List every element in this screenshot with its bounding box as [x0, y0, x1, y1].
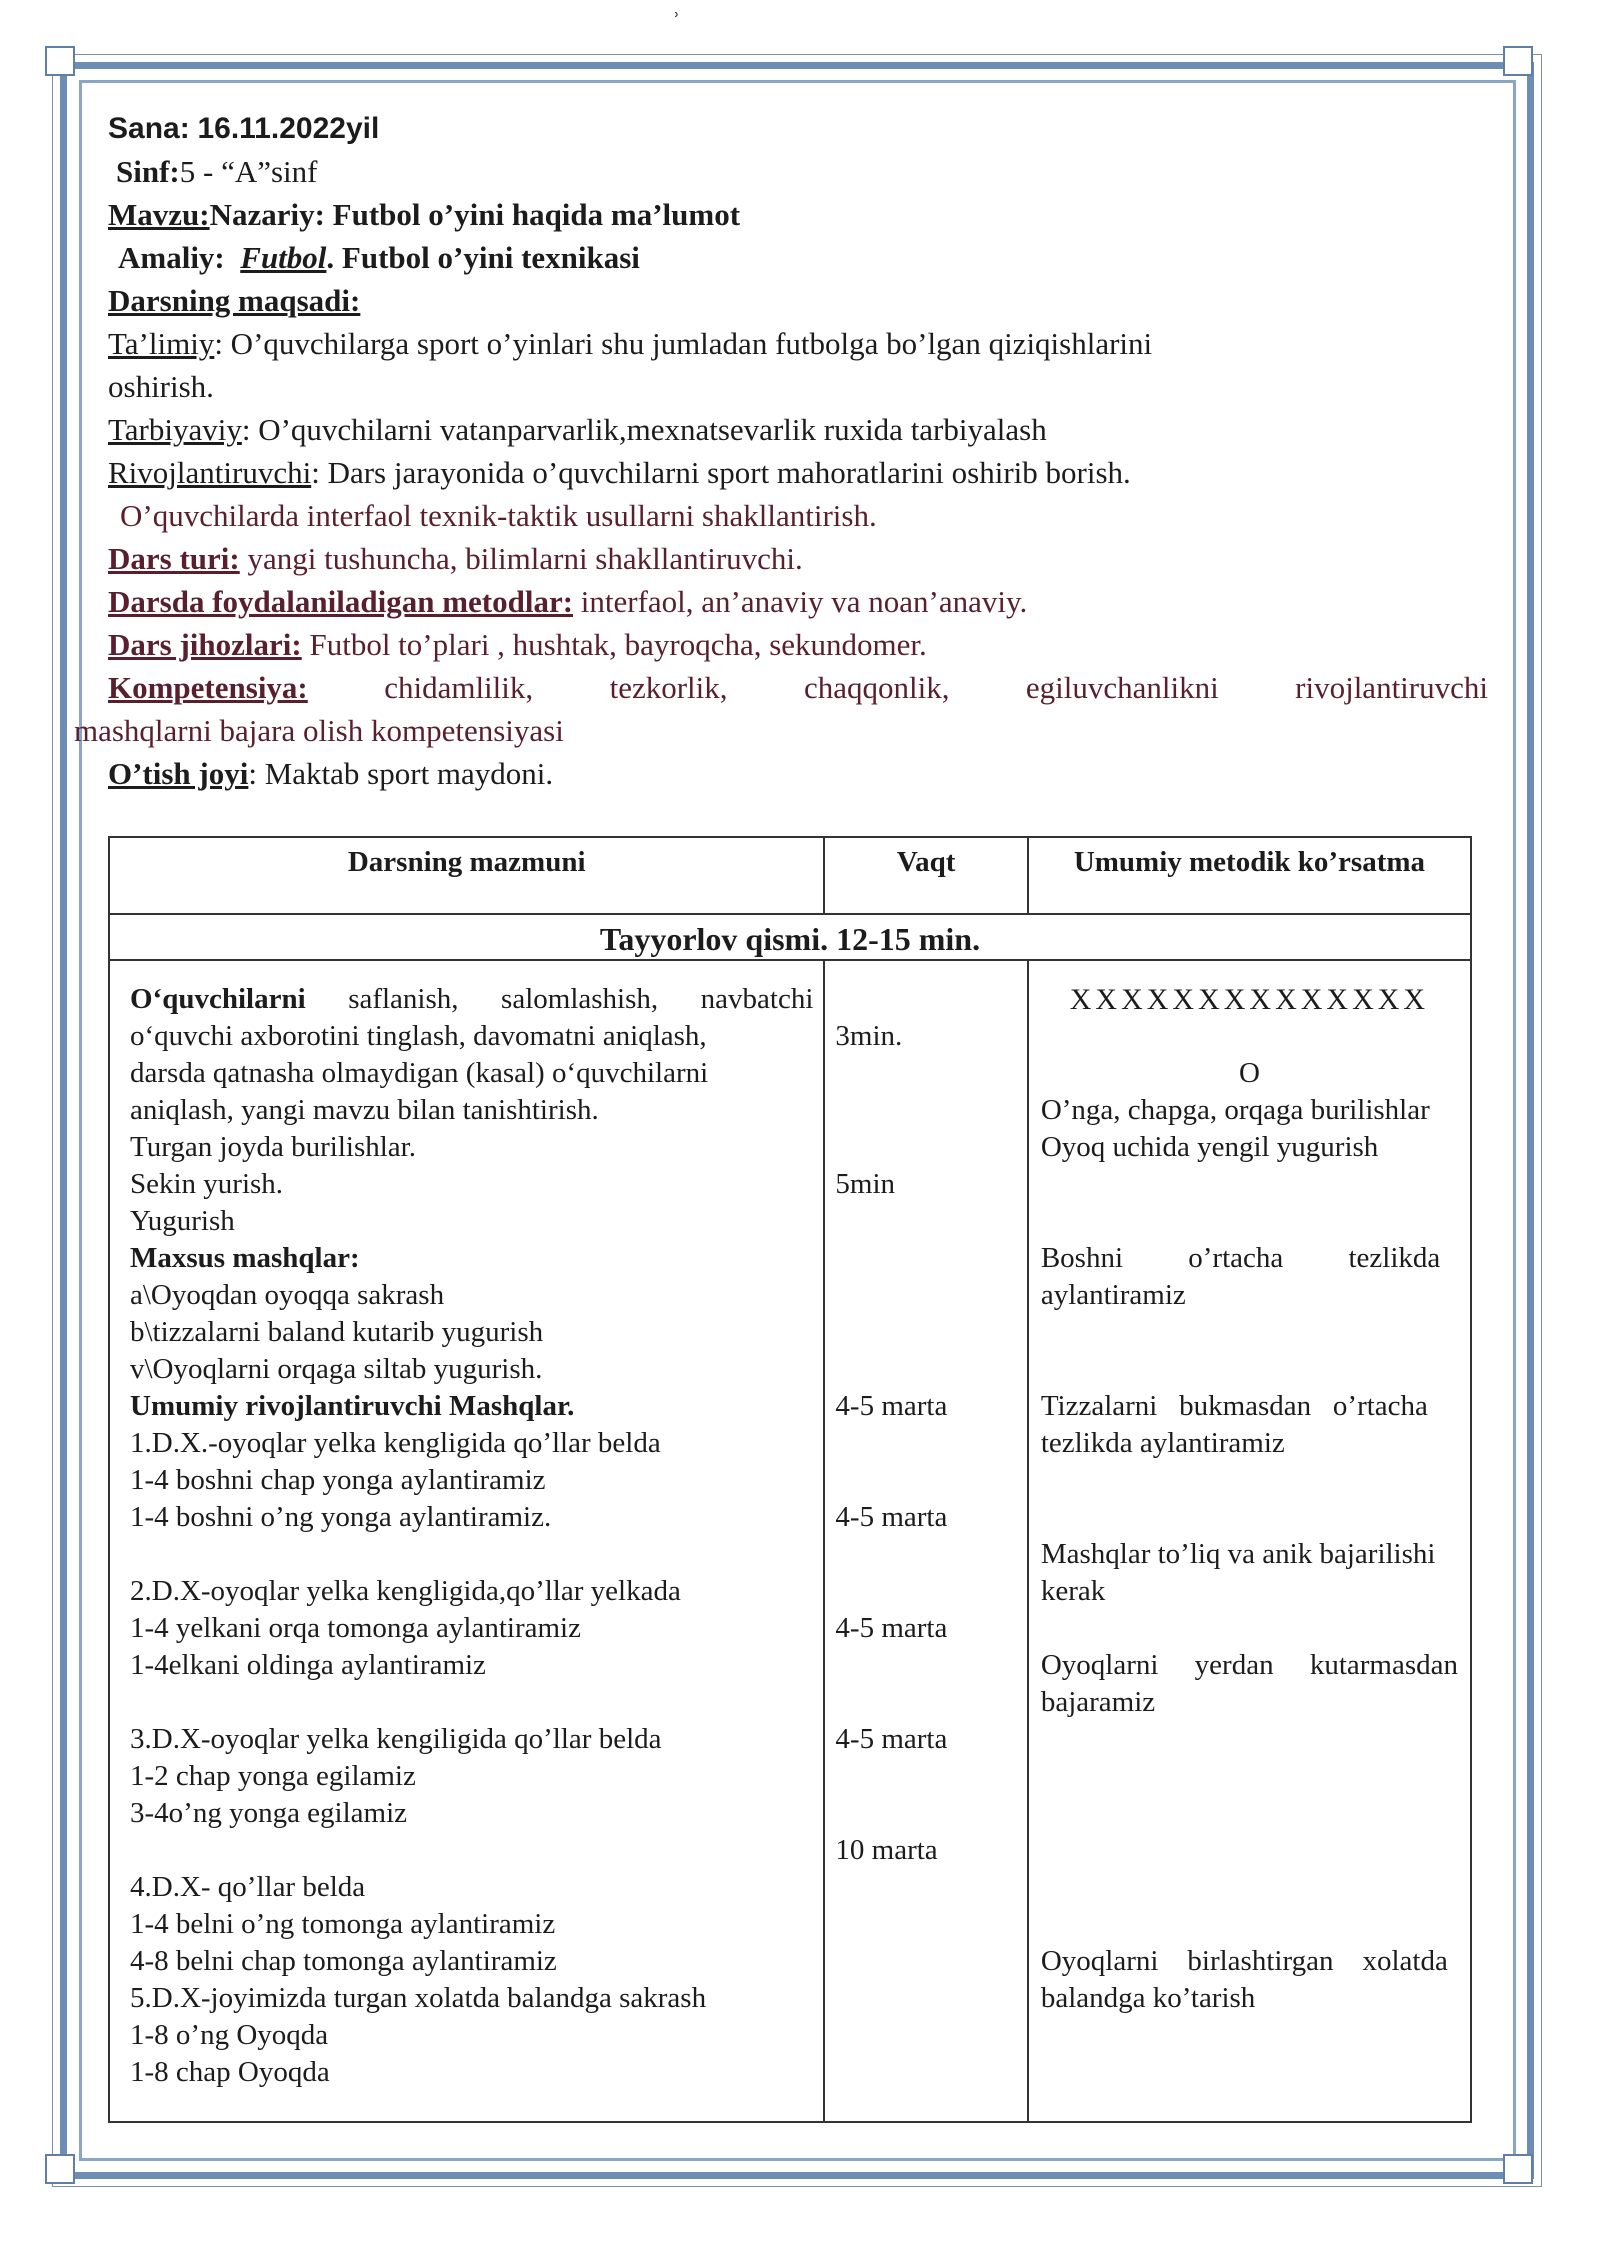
developmental-goal: Rivojlantiruvchi: Dars jarayonida o’quvchilarni sport mahoratlarini oshirib borish.	[108, 455, 1131, 490]
table-row	[109, 960, 1471, 2122]
developmental-goal-cont: O’quvchilarda interfaol texnik-taktik usullarni shakllantirish.	[120, 498, 877, 533]
notes-cell: XXXXXXXXXXXXXX O O’nga, chapga, orqaga burilishlar Oyoq uchida yengil yugurish Boshni o’rtacha tezlikda aylantiramiz Tizzalarni bukmasdan o’rtacha tezlikda aylantiramiz Mashqlar to’liq va anik bajarilishi kerak Oyoqlarni yerdan kutarmasdan bajaramiz Oyoqlarni birlashtirgan xolatda balandga ko’tarish	[1028, 960, 1471, 2122]
border-corner-top-right	[1503, 46, 1533, 76]
border-corner-bottom-left	[45, 2154, 75, 2184]
venue-line: O’tish joyi: Maktab sport maydoni.	[108, 756, 554, 791]
section-row	[109, 914, 1471, 960]
lesson-header	[74, 106, 1488, 795]
practical-line: Amaliy: Futbol. Futbol o’yini texnikasi	[118, 240, 640, 275]
educational-goal-cont: oshirish.	[108, 369, 214, 404]
section-title: Tayyorlov qismi. 12-15 min.	[109, 914, 1471, 960]
col-notes-header: Umumiy metodik ko’rsatma	[1028, 837, 1471, 914]
border-corner-top-left	[45, 46, 75, 76]
table-header-row	[109, 837, 1471, 914]
col-content-header: Darsning mazmuni	[109, 837, 824, 914]
upbringing-goal: Tarbiyaviy: O’quvchilarni vatanparvarlik,mexnatsevarlik ruxida tarbiyalash	[108, 412, 1047, 447]
goal-heading: Darsning maqsadi:	[108, 283, 361, 318]
lesson-plan-table	[108, 836, 1472, 2123]
equipment-line: Dars jihozlari: Futbol to’plari , hushtak, bayroqcha, sekundomer.	[108, 627, 927, 662]
border-corner-bottom-right	[1503, 2154, 1533, 2184]
methods-line: Darsda foydalaniladigan metodlar: interfaol, an’anaviy va noan’anaviy.	[108, 584, 1028, 619]
scan-mark: ʾ	[672, 8, 681, 37]
col-time-header: Vaqt	[824, 837, 1027, 914]
topic-line: Mavzu:Nazariy: Futbol o’yini haqida ma’lumot	[108, 197, 741, 232]
content-cell: O‘quvchilarni saflanish, salomlashish, navbatchi o‘quvchi axborotini tinglash, davomatni aniqlash, darsda qatnasha olmaydigan (kasal) o‘quvchilarni aniqlash, yangi mavzu bilan tanishtirish. Turgan joyda burilishlar. Sekin yurish. Yugurish Maxsus mashqlar: a\Oyoqdan oyoqqa sakrash b\tizzalarni baland kutarib yugurish v\Oyoqlarni orqaga siltab yugurish. Umumiy rivojlantiruvchi Mashqlar. 1.D.X.-oyoqlar yelka kengligida qo’llar belda 1-4 boshni chap yonga aylantiramiz 1-4 boshni o’ng yonga aylantiramiz. 2.D.X-oyoqlar yelka kengligida,qo’llar yelkada 1-4 yelkani orqa tomonga aylantiramiz 1-4elkani oldinga aylantiramiz 3.D.X-oyoqlar yelka kengiligida qo’llar belda 1-2 chap yonga egilamiz 3-4o’ng yonga egilamiz 4.D.X- qo’llar belda 1-4 belni o’ng tomonga aylantiramiz 4-8 belni chap tomonga aylantiramiz 5.D.X-joyimizda turgan xolatda balandga sakrash 1-8 o’ng Oyoqda 1-8 chap Oyoqda	[109, 960, 824, 2122]
date-line: Sana: 16.11.2022yil	[108, 112, 380, 145]
competence-line-cont: mashqlarni bajara olish kompetensiyasi	[74, 713, 564, 748]
competence-line: Kompetensiya: chidamlilik, tezkorlik, chaqqonlik, egiluvchanlikni rivojlantiruvchi	[108, 670, 1488, 705]
lesson-type: Dars turi: yangi tushuncha, bilimlarni shakllantiruvchi.	[108, 541, 803, 576]
time-cell: 3min. 5min 4-5 marta 4-5 marta 4-5 marta 4-5 marta 10 marta	[824, 960, 1027, 2122]
educational-goal: Ta’limiy: O’quvchilarga sport o’yinlari shu jumladan futbolga bo’lgan qiziqishlarini	[108, 326, 1153, 361]
class-line: Sinf:5 - “A”sinf	[116, 154, 318, 189]
